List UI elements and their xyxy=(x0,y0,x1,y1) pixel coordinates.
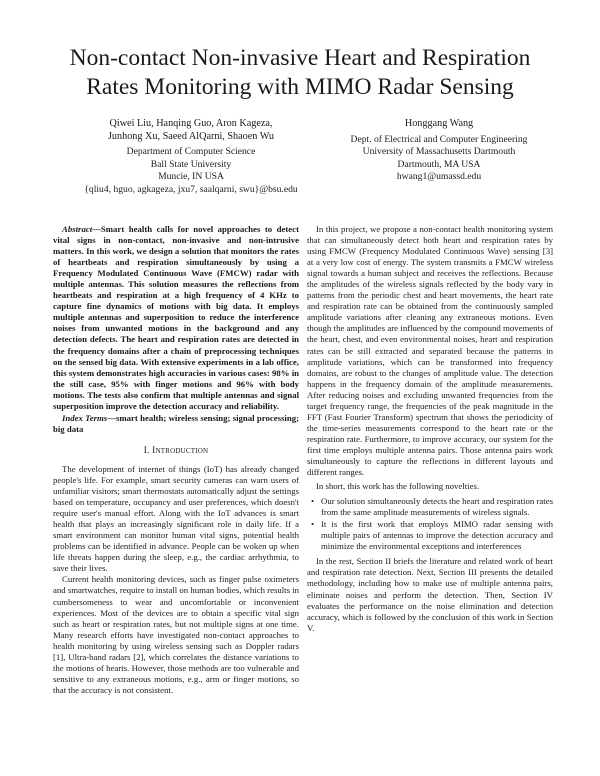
bullet-icon: • xyxy=(311,496,315,507)
novelties-list xyxy=(307,496,553,552)
index-terms xyxy=(53,413,299,435)
novelty-text-2: It is the first work that employs MIMO radar sensing with multiple pairs of antennas to improve the detection accuracy and minimize the environmental exceptions and interferences xyxy=(321,519,553,552)
section-heading-introduction: I. Introduction xyxy=(143,445,209,456)
abstract-label: Abstract xyxy=(62,224,93,234)
intro-paragraph-1: The development of internet of things (IoT) has already changed people's life. For example, smart security cameras can warn users of unfamiliar visitors; smart thermostats automatically adjust the settings based on temperature, occupancy and user preferences, which doesn't require user's manual effort. Along with the IoT advances is smart health that plays an increasingly significant role in daily life. If a smart environment can monitor human vital signs, potential health problems can be identified in advance. People can be woken up when life threats happen during the sleep, e.g., the cardiac arrhythmia, to save their lives. xyxy=(53,463,299,574)
abstract-text: —Smart health calls for novel approaches to detect vital signs in non-contact, non-invasive and non-intrusive matters. In this work, we design a solution that monitors the rates of heartbeats and respiration simultaneously by using a Frequency Modulated Continuous Wave (FMCW) radar with multiple antennas. This solution measures the reflections from heartbeats and respiration at a high frequency of 4 KHz to capture fine dynamics of motions with big data. It employs multiple antennas and superposition to reduce the interference noises from unwanted motions in the background and any detection defects. The heart and respiration rates are detected in the frequency domains after a chain of preprocessing techniques on the sensed big data. With extensive experiments in a lab office, this system demonstrates high accuracies in various cases: 98% in the still case, 95% with finger motions and 96% with body motions. The tests also confirm that multiple antennas and signal superposition improve the detection accuracy and reliability. xyxy=(53,224,299,411)
body-paragraph-novelties-intro: In short, this work has the following novelties. xyxy=(316,481,480,492)
right-department: Dept. of Electrical and Computer Engineering xyxy=(350,133,528,145)
right-author-name: Honggang Wang xyxy=(404,118,474,129)
left-emails: {qliu4, hguo, agkageza, jxu7, saalqarni, swu}@bsu.edu xyxy=(84,183,298,195)
right-email: hwang1@umassd.edu xyxy=(396,171,482,183)
novelty-text-1: Our solution simultaneously detects the heart and respiration rates from the same amplitude measurements of wireless signals. xyxy=(321,496,553,518)
index-terms-label: Index Terms xyxy=(62,412,108,423)
paper-title-line-2: Rates Monitoring with MIMO Radar Sensing xyxy=(86,74,514,100)
author-names-line-1: Qiwei Liu, Hanqing Guo, Aron Kageza, xyxy=(109,118,273,129)
left-author-block xyxy=(46,118,336,197)
left-university: Ball State University xyxy=(150,158,232,170)
paper-title-line-1: Non-contact Non-invasive Heart and Respiration xyxy=(69,45,531,71)
abstract xyxy=(53,224,299,412)
bullet-icon: • xyxy=(311,519,315,530)
author-names-line-2: Junhong Xu, Saeed AlQarni, Shaoen Wu xyxy=(107,130,275,142)
right-location: Dartmouth, MA USA xyxy=(397,158,481,170)
right-university: University of Massachusetts Dartmouth xyxy=(362,146,516,158)
right-author-block xyxy=(318,118,560,184)
paper-title xyxy=(40,44,560,102)
list-item xyxy=(311,496,553,518)
body-paragraph-proposal: In this project, we propose a non-contact health monitoring system that can simultaneously detect both heart and respiration rates by using FMCW (Frequency Modulated Continuous Wave) sensing [3] at a very low cost of energy. The system transmits a FMCW wireless signal towards a human subject and receives the reflections. Because the amplitudes of the wireless signals reflected by the body vary in patterns from the periodic chest and heart movements, the heart rate and respiration rate can be obtained from the continuously sampled amplitude variations after cleaning any extraneous motions. Even though the amplitudes are influenced by the compound movements of the heart, chest, and even environmental noises, heart and respiration rates can be still extracted and separated because the patterns in amplitude variations, which can be transformed into frequency domains, are robust to the changes of amplitude value. The detection happens in the frequency domain of the amplitude measurements. After reducing noises and excluding unwanted frequencies from the target frequency range, the frequencies of the peak magnitude in the FFT (Fast Fourier Transform) spectrum that shows the periodicity of the time-series measurements correspond to the heart rate or the respiration rate. Furthermore, to improve accuracy, our system for the first time employs multiple antenna pairs. Those antenna pairs work simultaneously to capture the reflections in different layouts and different ranges. xyxy=(307,224,553,478)
left-department: Department of Computer Science xyxy=(126,146,256,158)
index-terms-text: —smart health; wireless sensing; signal processing; big data xyxy=(53,412,299,434)
list-item xyxy=(311,519,553,552)
right-column xyxy=(307,224,553,634)
left-column xyxy=(53,224,299,696)
left-location: Muncie, IN USA xyxy=(158,171,224,183)
intro-paragraph-2: Current health monitoring devices, such as finger pulse oximeters and smartwatches, require to install on human bodies, which results in cumbersomeness to wear and uncomfortable or inconvenient experiences. Most of the devices are to obtain a specific vital sign such as heart or respiration rates, but not multiple signs at one time. Many research efforts have investigated non-contact approaches to health monitoring by using wireless sensing such as Doppler radars [1], Ultra-band radars [2], which correlates the distance variations to the motions of hearts. However, those methods are too vulnerable and sensitive to any extraneous motions, e.g., arm or finger motions, so that the accuracy is not consistent. xyxy=(53,574,299,695)
body-paragraph-outline: In the rest, Section II briefs the literature and related work of heart and respiration rate detection. Next, Section III presents the detailed methodology, including how to make use of multiple antenna pairs, eliminate noises and perform the detection. Then, Section IV evaluates the performance on the noise elimination and detection accuracy, which is followed by the conclusion of this work in Section V. xyxy=(307,556,553,633)
